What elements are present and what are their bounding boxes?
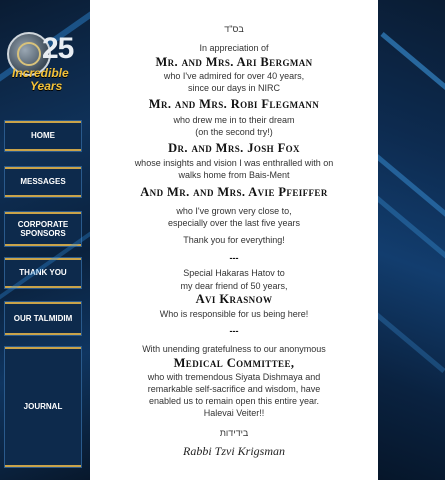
honoree-text: whose insights and vision I was enthralled with on [134,158,334,168]
divider: --- [229,326,239,336]
honoree-text: (on the second try!) [195,127,273,137]
nav-label: JOURNAL [23,402,63,412]
hakaras-text: Who is responsible for us being here! [159,309,309,319]
streak-decoration [380,32,445,113]
hakaras-text: my dear friend of 50 years, [180,281,288,291]
committee-text: Halevai Veiter!! [203,408,265,418]
nav-our-talmidim[interactable] [4,301,82,336]
honoree-name: And Mr. and Mrs. Avie Pfeiffer [140,185,328,199]
thanks-text: Thank you for everything! [183,235,285,245]
honoree-name: Mr. and Mrs. Ari Bergman [155,55,313,69]
letter-panel [90,0,378,480]
nav-label: HOME [31,131,55,141]
honoree-name: Avi Krasnow [195,292,273,306]
nav-label: MESSAGES [20,177,66,187]
hebrew-header: בס"ד [224,24,244,34]
honoree-text: especially over the last five years [167,218,301,228]
logo[interactable] [4,30,86,94]
honoree-text: since our days in NIRC [187,83,281,93]
divider: --- [229,253,239,263]
nav-messages[interactable] [4,166,82,198]
signature: Rabbi Tzvi Krigsman [182,444,285,458]
sidebar [0,0,90,480]
committee-text: who with tremendous Siyata Dishmaya and [147,372,321,382]
honoree-text: who I've admired for over 40 years, [163,71,305,81]
logo-tagline-2: Years [30,79,63,93]
intro-text: In appreciation of [199,43,269,53]
nav-journal[interactable] [4,346,82,468]
honoree-name: Mr. and Mrs. Robi Flegmann [148,97,320,111]
honoree-text: who drew me in to their dream [173,115,295,125]
nav-label: CORPORATE [17,219,69,229]
hakaras-text: Special Hakaras Hatov to [183,268,285,278]
committee-name: Medical Committee, [173,356,295,370]
nav-label: SPONSORS [20,229,66,238]
committee-text: remarkable self-sacrifice and wisdom, have [147,384,321,394]
nav-label: THANK YOU [19,268,67,278]
streak-decoration [378,292,445,373]
nav-thank-you[interactable] [4,257,82,289]
closing-hebrew: בידידות [219,428,249,438]
committee-text: enabled us to remain open this entire year. [148,396,320,406]
honoree-text: who I've grown very close to, [176,206,292,216]
logo-tagline: Incredible [12,66,69,80]
honoree-name: Dr. and Mrs. Josh Fox [168,141,300,155]
logo-number: 25 [42,32,74,65]
honoree-text: walks home from Bais-Ment [178,170,290,180]
anonymous-text: With unending gratefulness to our anonymous [142,344,326,354]
nav-corporate-sponsors[interactable] [4,211,82,247]
right-decorative-strip [378,0,445,480]
nav-label: OUR TALMIDIM [13,313,73,323]
nav-home[interactable] [4,120,82,152]
